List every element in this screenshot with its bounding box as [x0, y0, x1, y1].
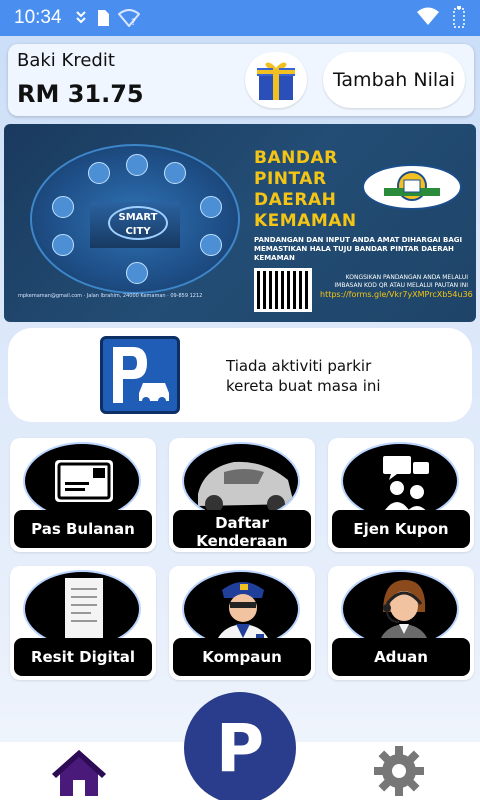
tile-label: Kompaun	[173, 638, 311, 676]
tile-label: Daftar Kenderaan	[173, 510, 311, 548]
parking-fab-button[interactable]: P	[184, 692, 296, 800]
topup-button[interactable]: Tambah Nilai	[323, 52, 465, 108]
wifi-node-icon	[52, 234, 74, 256]
clock: 10:34	[14, 7, 62, 28]
car-node-icon	[200, 234, 222, 256]
gear-icon[interactable]	[372, 744, 426, 798]
gift-button[interactable]	[245, 52, 307, 108]
tile-ejen-kupon[interactable]	[328, 438, 474, 552]
parking-status-text: Tiada aktiviti parkir kereta buat masa ini	[226, 357, 381, 395]
agent-chat-icon	[343, 444, 459, 520]
lightbulb-icon	[126, 154, 148, 176]
parking-sign-icon	[103, 339, 177, 411]
support-agent-icon	[343, 572, 459, 648]
thermometer-icon	[88, 162, 110, 184]
qr-code[interactable]	[254, 268, 312, 312]
tile-aduan[interactable]	[328, 566, 474, 680]
tile-kompaun[interactable]	[169, 566, 315, 680]
tile-label: Aduan	[332, 638, 470, 676]
download-arrows-icon	[74, 10, 88, 26]
tile-daftar-kenderaan[interactable]	[169, 438, 315, 552]
banner-title: BANDAR PINTAR DAERAH KEMAMAN	[254, 148, 357, 231]
parking-status-card	[8, 328, 472, 422]
sports-car-icon	[184, 444, 300, 520]
svg-text:?: ?	[130, 18, 136, 27]
status-bar	[0, 0, 480, 36]
tile-label: Resit Digital	[14, 638, 152, 676]
municipal-logo	[362, 164, 462, 210]
house-icon	[200, 196, 222, 218]
feedback-link[interactable]: https://forms.gle/Vkr7yXMPrcXb54u36	[320, 290, 473, 299]
credit-label: Baki Kredit	[17, 50, 115, 71]
credit-balance-card	[8, 44, 474, 116]
sim-card-icon	[96, 9, 110, 27]
wifi-question-icon	[118, 9, 140, 27]
receipt-icon	[25, 572, 141, 648]
parking-car-icon	[100, 336, 180, 414]
pass-card-icon	[25, 444, 141, 520]
officer-icon	[184, 572, 300, 648]
tile-label: Ejen Kupon	[332, 510, 470, 548]
banner-contact: mpkemaman@gmail.com · Jalan Ibrahim, 24000 Kemaman · 09-859 1212	[18, 293, 203, 299]
home-icon[interactable]	[50, 746, 108, 798]
tile-pas-bulanan[interactable]	[10, 438, 156, 552]
qr-note: KONGSIKAN PANDANGAN ANDA MELALUI IMBASAN KOD QR ATAU MELALUI PAUTAN INI	[334, 274, 468, 289]
smart-city-banner[interactable]	[4, 124, 476, 322]
wifi-icon	[416, 6, 440, 26]
bicycle-icon	[164, 162, 186, 184]
gift-box-icon	[254, 58, 298, 102]
credit-value: RM 31.75	[17, 80, 144, 108]
phone-icon	[52, 196, 74, 218]
banner-description: PANDANGAN DAN INPUT ANDA AMAT DIHARGAI BAGI MEMASTIKAN HALA TUJU BANDAR PINTAR DAERAH KEMAMAN	[254, 236, 463, 262]
crest-icon	[364, 166, 460, 208]
tile-label: Pas Bulanan	[14, 510, 152, 548]
battery-icon	[452, 6, 466, 28]
tree-node-icon	[126, 262, 148, 284]
smart-city-label: SMART CITY	[108, 206, 168, 240]
tile-resit-digital[interactable]	[10, 566, 156, 680]
